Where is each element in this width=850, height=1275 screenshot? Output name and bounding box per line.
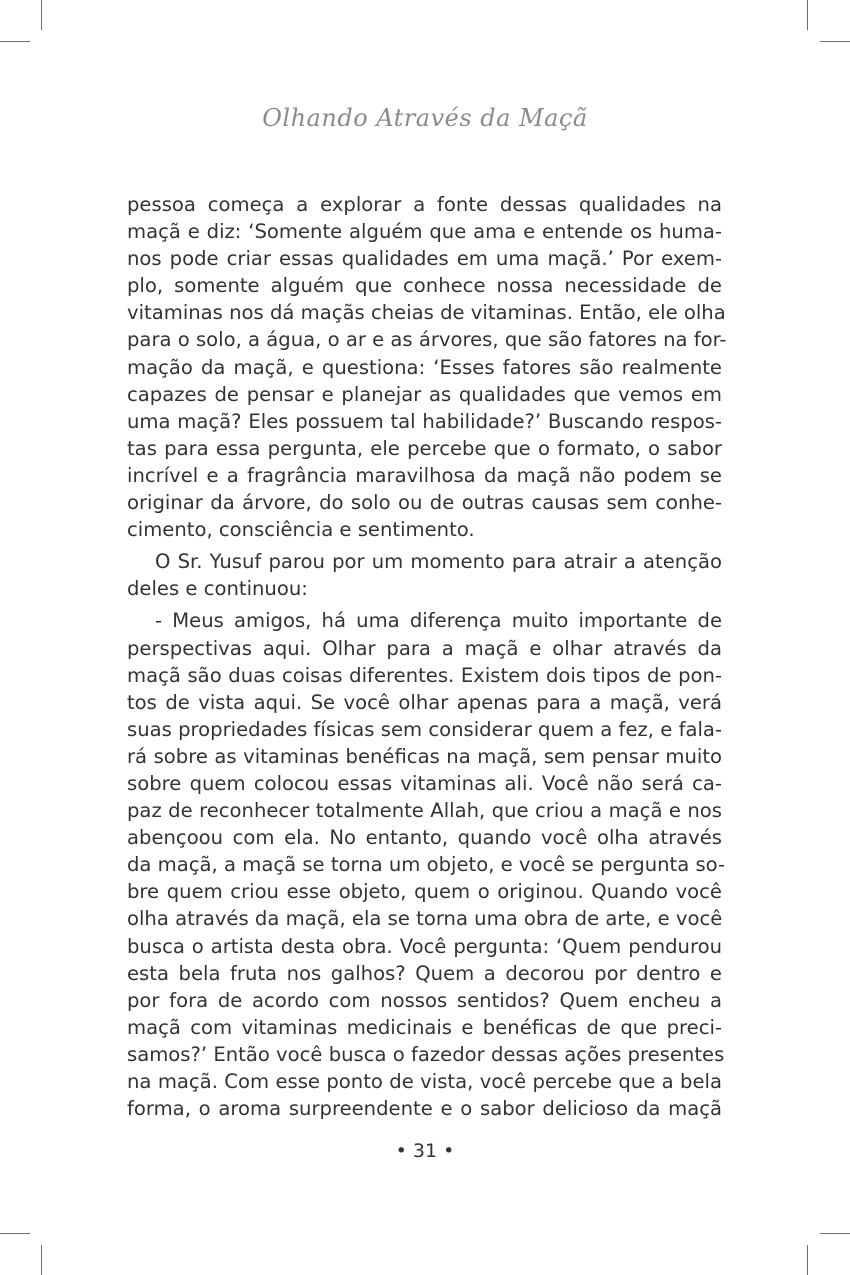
text-line: sobre quem colocou essas vitaminas ali. Você não será ca-	[127, 771, 722, 795]
text-line: - Meus amigos, há uma diferença muito importante de	[155, 609, 722, 633]
text-line: tas para essa pergunta, ele percebe que o formato, o sabor	[127, 436, 722, 460]
crop-mark-bottom-left-vertical	[41, 1245, 42, 1275]
crop-mark-top-left-horizontal	[0, 41, 30, 42]
text-line: tos de vista aqui. Se você olhar apenas para a maçã, verá	[127, 690, 722, 714]
text-line: para o solo, a água, o ar e as árvores, que são fatores na for-	[127, 328, 727, 352]
text-line: mação da maçã, e questiona: ‘Esses fatores são realmente	[127, 355, 722, 379]
text-line: incrível e a fragrância maravilhosa da maçã não podem se	[127, 463, 722, 487]
text-line: uma maçã? Eles possuem tal habilidade?’ Buscando respos-	[127, 409, 722, 433]
text-line: maçã com vitaminas medicinais e benéficas de que preci-	[127, 1015, 722, 1039]
text-line: nos pode criar essas qualidades em uma maçã.’ Por exem-	[127, 247, 722, 271]
text-line: por fora de acordo com nossos sentidos? Quem encheu a	[127, 988, 722, 1012]
text-line: busca o artista desta obra. Você pergunta: ‘Quem pendurou	[127, 934, 722, 958]
crop-mark-bottom-right-vertical	[807, 1245, 808, 1275]
text-line: da maçã, a maçã se torna um objeto, e você se pergunta so-	[127, 853, 726, 877]
running-head: Olhando Através da Maçã	[262, 104, 588, 132]
text-line: pessoa começa a explorar a fonte dessas qualidades na	[127, 193, 722, 216]
text-line: olha através da maçã, ela se torna uma obra de arte, e você	[127, 907, 723, 931]
text-line: samos?’ Então você busca o fazedor dessas ações presentes	[127, 1042, 725, 1066]
text-line: capazes de pensar e planejar as qualidades que vemos em	[127, 382, 722, 406]
paragraph	[127, 607, 726, 1122]
text-line: cimento, consciência e sentimento.	[127, 518, 475, 542]
text-line: O Sr. Yusuf parou por um momento para atrair a atenção	[155, 550, 722, 574]
text-line: suas propriedades físicas sem considerar quem a fez, e fala-	[127, 717, 722, 741]
text-line: perspectivas aqui. Olhar para a maçã e olhar através da	[127, 636, 722, 660]
text-line: deles e continuou:	[127, 577, 308, 601]
body-text	[127, 191, 727, 1122]
page-number: • 31 •	[395, 1140, 455, 1162]
text-line: esta bela fruta nos galhos? Quem a decorou por dentro e	[127, 961, 722, 985]
text-line: forma, o aroma surpreendente e o sabor delicioso da maçã	[127, 1097, 722, 1121]
text-line: plo, somente alguém que conhece nossa necessidade de	[127, 274, 722, 298]
text-line: abençoou com ela. No entanto, quando você olha através	[127, 826, 722, 850]
crop-mark-bottom-right-horizontal	[820, 1233, 850, 1234]
text-line: maçã são duas coisas diferentes. Existem dois tipos de pon-	[127, 663, 722, 687]
text-line: bre quem criou esse objeto, quem o originou. Quando você	[127, 880, 722, 904]
text-line: maçã e diz: ‘Somente alguém que ama e entende os huma-	[127, 220, 722, 244]
crop-mark-top-left-vertical	[41, 0, 42, 30]
text-line: vitaminas nos dá maçãs cheias de vitaminas. Então, ele olha	[127, 301, 726, 325]
paragraph	[127, 548, 722, 602]
text-line: paz de reconhecer totalmente Allah, que criou a maçã e nos	[127, 799, 722, 823]
text-line: originar da árvore, do solo ou de outras causas sem conhe-	[127, 491, 722, 515]
paragraph	[127, 191, 727, 543]
text-line: na maçã. Com esse ponto de vista, você percebe que a bela	[127, 1070, 722, 1093]
crop-mark-top-right-horizontal	[820, 41, 850, 42]
crop-mark-top-right-vertical	[807, 0, 808, 30]
crop-mark-bottom-left-horizontal	[0, 1233, 30, 1234]
text-line: rá sobre as vitaminas benéficas na maçã, sem pensar muito	[127, 744, 722, 768]
